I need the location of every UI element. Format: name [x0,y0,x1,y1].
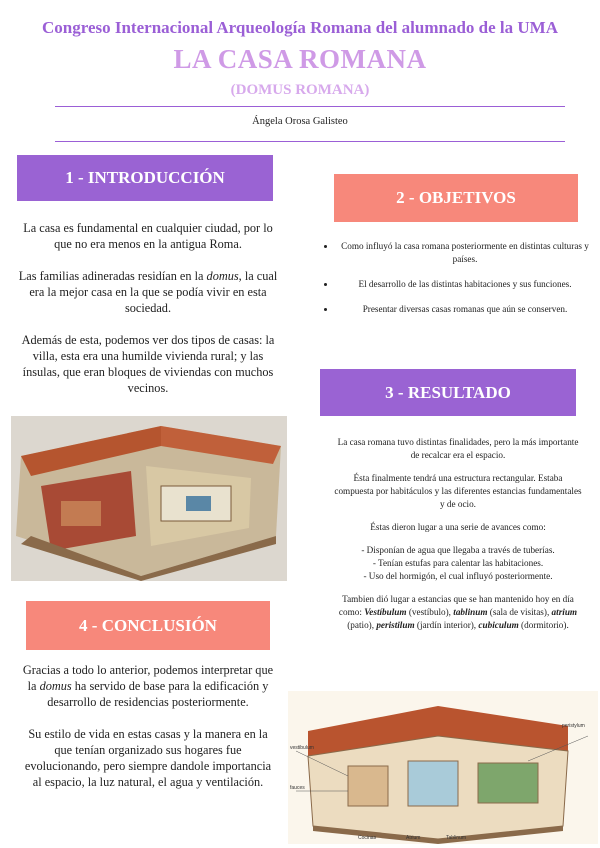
poster-title: LA CASA ROMANA [173,44,427,74]
header-divider-bottom [55,141,565,142]
results-text [333,436,583,642]
objective-item: • Como influyó la casa romana posteriormente en distintas culturas y países. [336,240,594,266]
objectives-list [324,240,594,328]
diagram-label-atrium: Atrium [406,835,421,841]
poster-subtitle: (DOMUS ROMANA) [230,82,370,98]
results-paragraph-1: La casa romana tuvo distintas finalidades, pero la más importante de recalcar era el espacio. [337,437,579,460]
intro-heading: 1 - INTRODUCCIÓN [17,155,273,201]
header-divider-top [55,106,565,107]
objective-item: • Presentar diversas casas romanas que aún se conserven. [336,303,594,316]
intro-paragraph-2: Las familias adineradas residían en la domus, la cual era la mejor casa en la que se podía vivir en esta sociedad. [18,269,278,315]
intro-paragraph-3: Además de esta, podemos ver dos tipos de casas: la villa, esta era una humilde vivienda rural; y las ínsulas, que eran bloques de viviendas con muchos vecinos. [21,333,275,395]
conclusion-paragraph-2: Su estilo de vida en estas casas y la manera en la que tenían organizado sus hogares fue evolucionando, pero siempre dandole importancia al espacio, la luz natural, el agua y ventilación. [24,727,272,789]
domus-cutaway-diagram [288,691,598,844]
author-name: Ángela Orosa Galisteo [252,116,348,127]
diagram-label-peristylum: peristylum [562,723,585,729]
results-paragraph-4: Tambien dió lugar a estancias que se han mantenido hoy en día como: Vestíbulum (vestíbulo), tablinum (sala de visitas), atrium (patio), peristilum (jardín interior), cubiculum (dormitorio). [338,594,578,630]
conclusion-paragraph-1: Gracias a todo lo anterior, podemos interpretar que la domus ha servido de base para la edificación y desarrollo de residencias posteriormente. [22,663,274,709]
objectives-heading: 2 - OBJETIVOS [334,174,578,222]
diagram-label-fauces: fauces [290,785,305,791]
diagram-label-cocinas: Cocinas [358,835,377,841]
conclusion-text [20,662,276,806]
results-heading: 3 - RESULTADO [320,369,576,416]
results-advances-list: - Disponían de agua que llegaba a través de tuberías. - Tenían estufas para calentar las habitaciones. - Uso del hormigón, el cual influyó posteriormente. [361,545,555,581]
intro-text [17,220,279,412]
domus-3d-model-image [11,416,287,581]
domus-cutaway-illustration [288,691,598,844]
results-paragraph-3: Éstas dieron lugar a una serie de avances como: [370,522,546,532]
diagram-label-vestibulum: vestibulum [290,745,314,751]
conclusion-heading: 4 - CONCLUSIÓN [26,601,270,650]
conference-title: Congreso Internacional Arqueología Romana del alumnado de la UMA [41,18,559,37]
diagram-label-tablinum: Tablinum [446,835,467,841]
domus-model-illustration [11,416,287,581]
intro-paragraph-1: La casa es fundamental en cualquier ciudad, por lo que no era menos en la antigua Roma. [23,221,273,251]
results-paragraph-2: Ésta finalmente tendrá una estructura rectangular. Estaba compuesta por habitáculos y las diferentes estancias fundamentales y de ocio. [334,473,582,509]
objective-item: • El desarrollo de las distintas habitaciones y sus funciones. [336,278,594,291]
